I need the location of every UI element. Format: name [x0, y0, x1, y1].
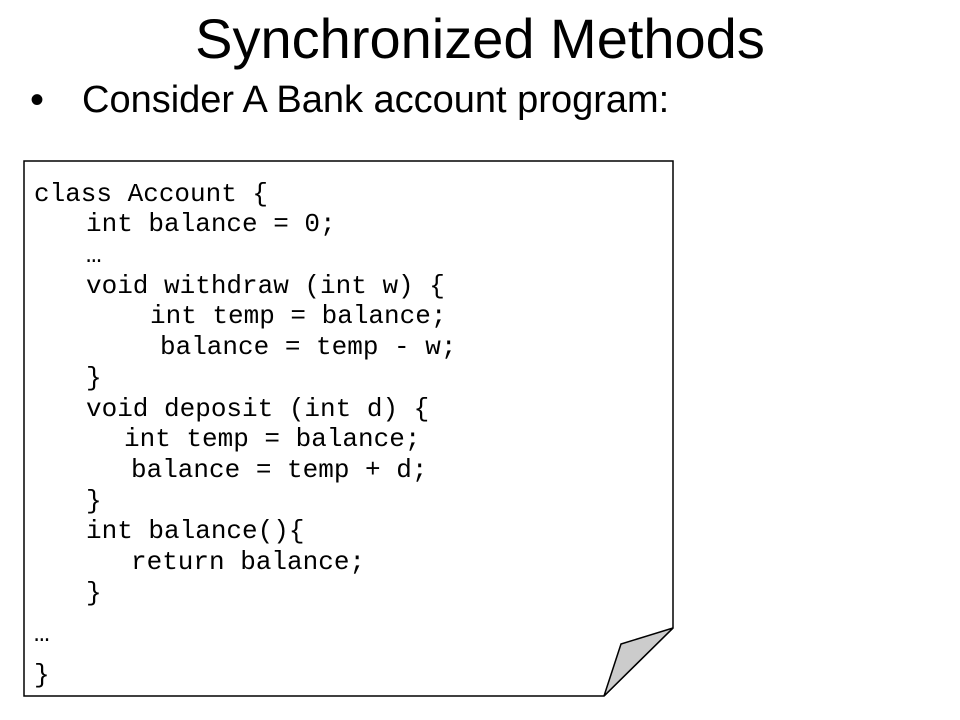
code-line: }	[86, 578, 102, 608]
code-line: int balance(){	[86, 516, 305, 546]
code-line: int temp = balance;	[150, 301, 447, 331]
code-line: int temp = balance;	[124, 424, 421, 454]
code-line: …	[86, 240, 102, 270]
code-line: class Account {	[34, 179, 269, 209]
code-line: void withdraw (int w) {	[86, 271, 445, 301]
code-line: }	[34, 660, 50, 690]
code-line: }	[86, 486, 102, 516]
slide-title: Synchronized Methods	[195, 7, 765, 70]
code-line: …	[34, 619, 50, 649]
code-line: return balance;	[131, 547, 366, 577]
bullet-text: Consider A Bank account program:	[82, 78, 670, 121]
code-line: void deposit (int d) {	[86, 394, 430, 424]
code-line: }	[86, 363, 102, 393]
code-line: balance = temp + d;	[131, 455, 428, 485]
code-line: int balance = 0;	[86, 209, 336, 239]
code-line: balance = temp - w;	[160, 332, 457, 362]
bullet-icon: •	[30, 77, 45, 122]
